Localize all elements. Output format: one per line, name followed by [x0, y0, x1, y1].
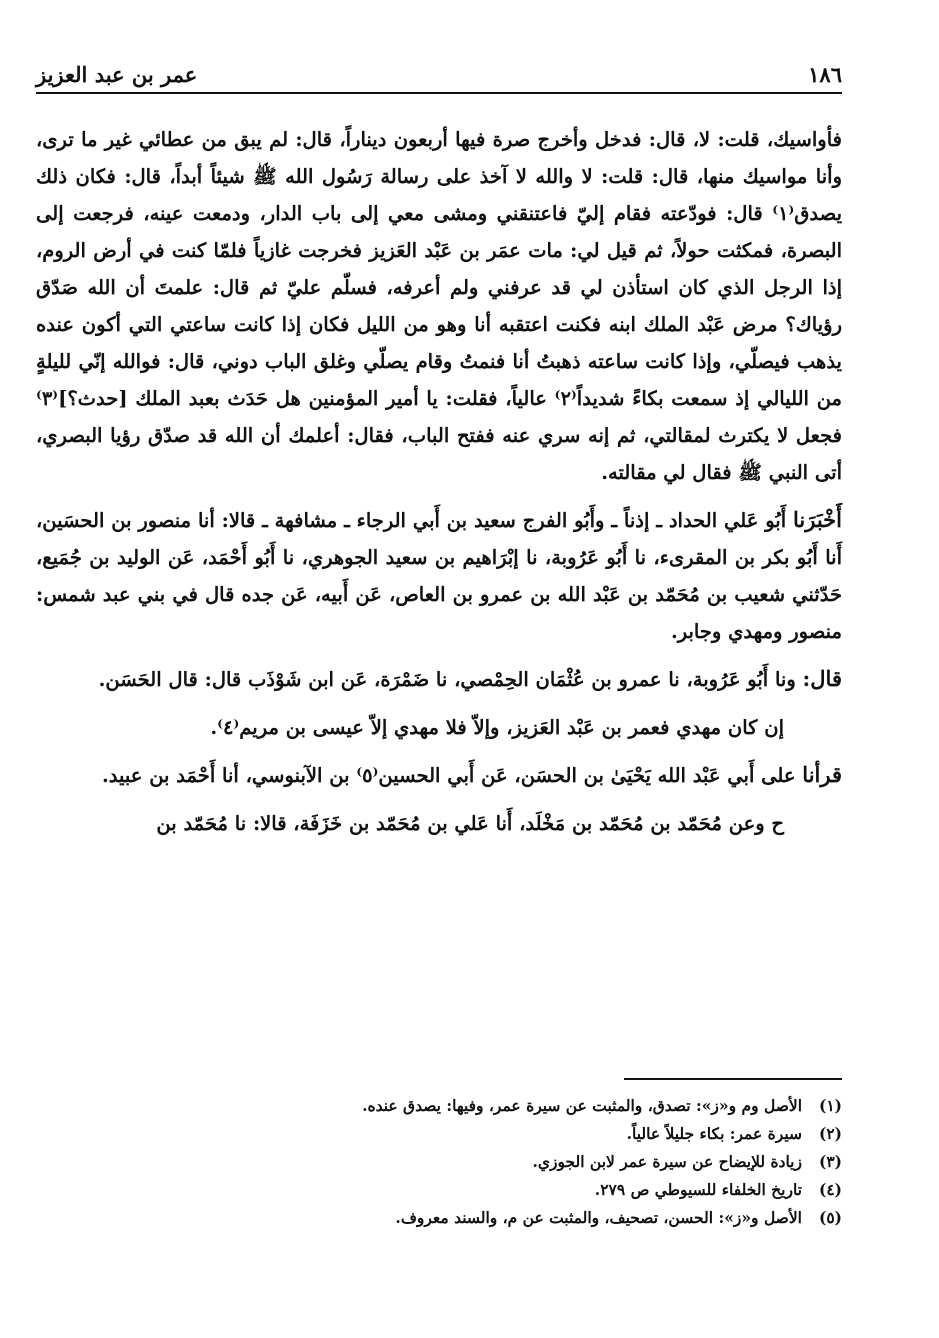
- footnotes: [36, 1092, 842, 1232]
- paragraph-body: ونا أَبُو عَرُوبة، نا عمرو بن عُثْمَان الحِمْصي، نا ضَمْرَة، عَن ابن شَوْذَب قال: قال الحَسَن.: [98, 668, 803, 691]
- paragraph-lead: قرأنا: [802, 762, 842, 787]
- footnote-text: زيادة للإيضاح عن سيرة عمر لابن الجوزي.: [532, 1152, 802, 1171]
- paragraph-isnad-qarana: [36, 756, 842, 794]
- footnote-text: الأصل وم و«ز»: تصدق، والمثبت عن سيرة عمر، وفيها: يصدق عنده.: [362, 1096, 802, 1115]
- paragraph-lead: قال:: [802, 666, 842, 691]
- page-header: [36, 58, 842, 88]
- footnote-text: سيرة عمر: بكاء جليلاً عالياً.: [626, 1124, 802, 1143]
- paragraph-body: على أَبي عَبْد الله يَحْيَىٰ بن الحسَن، عَن أَبي الحسين⁽٥⁾ بن الآبنوسي، أنا أَحْمَد بن عبيد.: [102, 764, 803, 787]
- paragraph-body: أَبُو عَلي الحداد ـ إذناً ـ وأَبُو الفرج سعيد بن أَبي الرجاء ـ مشافهة ـ قالا: أنا منصور بن الحسَين، أَنا أَبُو بكر بن المقرىء، نا أَبُو عَرُوبة، نا إبْرَاهيم بن سعيد الجوهري، نا أَبُو أَحْمَد، عَن الوليد بن جُمَيع، حَدّثني شعيب بن مُحَمّد بن عَبْد الله بن عمرو بن العاص، عَن أَبيه، عَن جده قال في بني عبد شمس: منصور ومهدي وجابر.: [36, 509, 842, 643]
- paragraph-narration: [36, 120, 842, 491]
- paragraph-quote: [36, 708, 842, 746]
- running-title: عمر بن عبد العزيز: [36, 62, 198, 87]
- footnote-number: (١): [818, 1096, 842, 1115]
- footnote: [36, 1148, 842, 1176]
- footnote-number: (٣): [818, 1152, 842, 1171]
- paragraph-isnad-akhbarana: [36, 501, 842, 650]
- footnote-number: (٥): [818, 1208, 842, 1227]
- footnote-number: (٤): [818, 1180, 842, 1199]
- footnote-text: تاريخ الخلفاء للسيوطي ص ٢٧٩.: [594, 1180, 802, 1199]
- paragraph-isnad-ha: [36, 804, 842, 842]
- footnote-text: الأصل و«ز»: الحسن، تصحيف، والمثبت عن م، والسند معروف.: [395, 1208, 802, 1227]
- paragraph-isnad-qala: [36, 660, 842, 698]
- page-number: ١٨٦: [808, 62, 842, 87]
- paragraph-lead: أَخْبَرَنا: [793, 507, 842, 532]
- footnote: [36, 1204, 842, 1232]
- header-rule: [36, 92, 842, 94]
- footnote: [36, 1092, 842, 1120]
- paragraph-body: فأواسيك، قلت: لا، قال: فدخل وأخرج صرة فيها أربعون ديناراً، قال: لم يبق من عطائي غير ما ترى، وأنا مواسيك منها، قال: قلت: لا والله لا آخذ على رسالة رَسُول الله ﷺ شيئاً أبداً، قال: فكان ذلك يصدق⁽١⁾ قال: فودّعته فقام إليّ فاعتنقني ومشى معي إلى باب الدار، ودمعت عينه، فرجعت إلى البصرة، فمكثت حولاً، ثم قيل لي: مات عمَر بن عَبْد العَزيز فخرجت غازياً فلمّا كنت في أرض الروم، إذا الرجل الذي كان استأذن لي قد عرفني ولم أعرفه، فسلّم عليّ ثم قال: علمتَ أن الله صَدّق رؤياك؟ مرض عَبْد الملك ابنه فكنت اعتقبه أنا وهو من الليل فكان إذا كانت ساعتي التي أكون عنده يذهب فيصلّي، وإذا كانت ساعته ذهبتُ أنا فنمتُ وقام يصلّي وغلق الباب دوني، قال: فوالله إنّي لليلةٍ من الليالي إذ سمعت بكاءً شديداً⁽٢⁾ عالياً، فقلت: يا أمير المؤمنين هل حَدَث بعبد الملك [حدث؟]⁽٣⁾ فجعل لا يكترث لمقالتي، ثم إنه سري عنه ففتح الباب، فقال: أعلمك أن الله قد صدّق رؤيا البصري، أتى النبي ﷺ فقال لي مقالته.: [36, 128, 842, 484]
- footnote-rule: [624, 1078, 842, 1080]
- footnote-number: (٢): [818, 1124, 842, 1143]
- footnote: [36, 1120, 842, 1148]
- main-text: [36, 120, 842, 852]
- paragraph-body: إن كان مهدي فعمر بن عَبْد العَزيز، وإلاّ فلا مهدي إلاّ عيسى بن مريم⁽٤⁾.: [210, 716, 784, 739]
- paragraph-body: ح وعن مُحَمّد بن مُحَمّد بن مَخْلَد، أَنا عَلي بن مُحَمّد بن خَزَفَة، قالا: نا مُحَمّد بن: [156, 812, 784, 835]
- footnote: [36, 1176, 842, 1204]
